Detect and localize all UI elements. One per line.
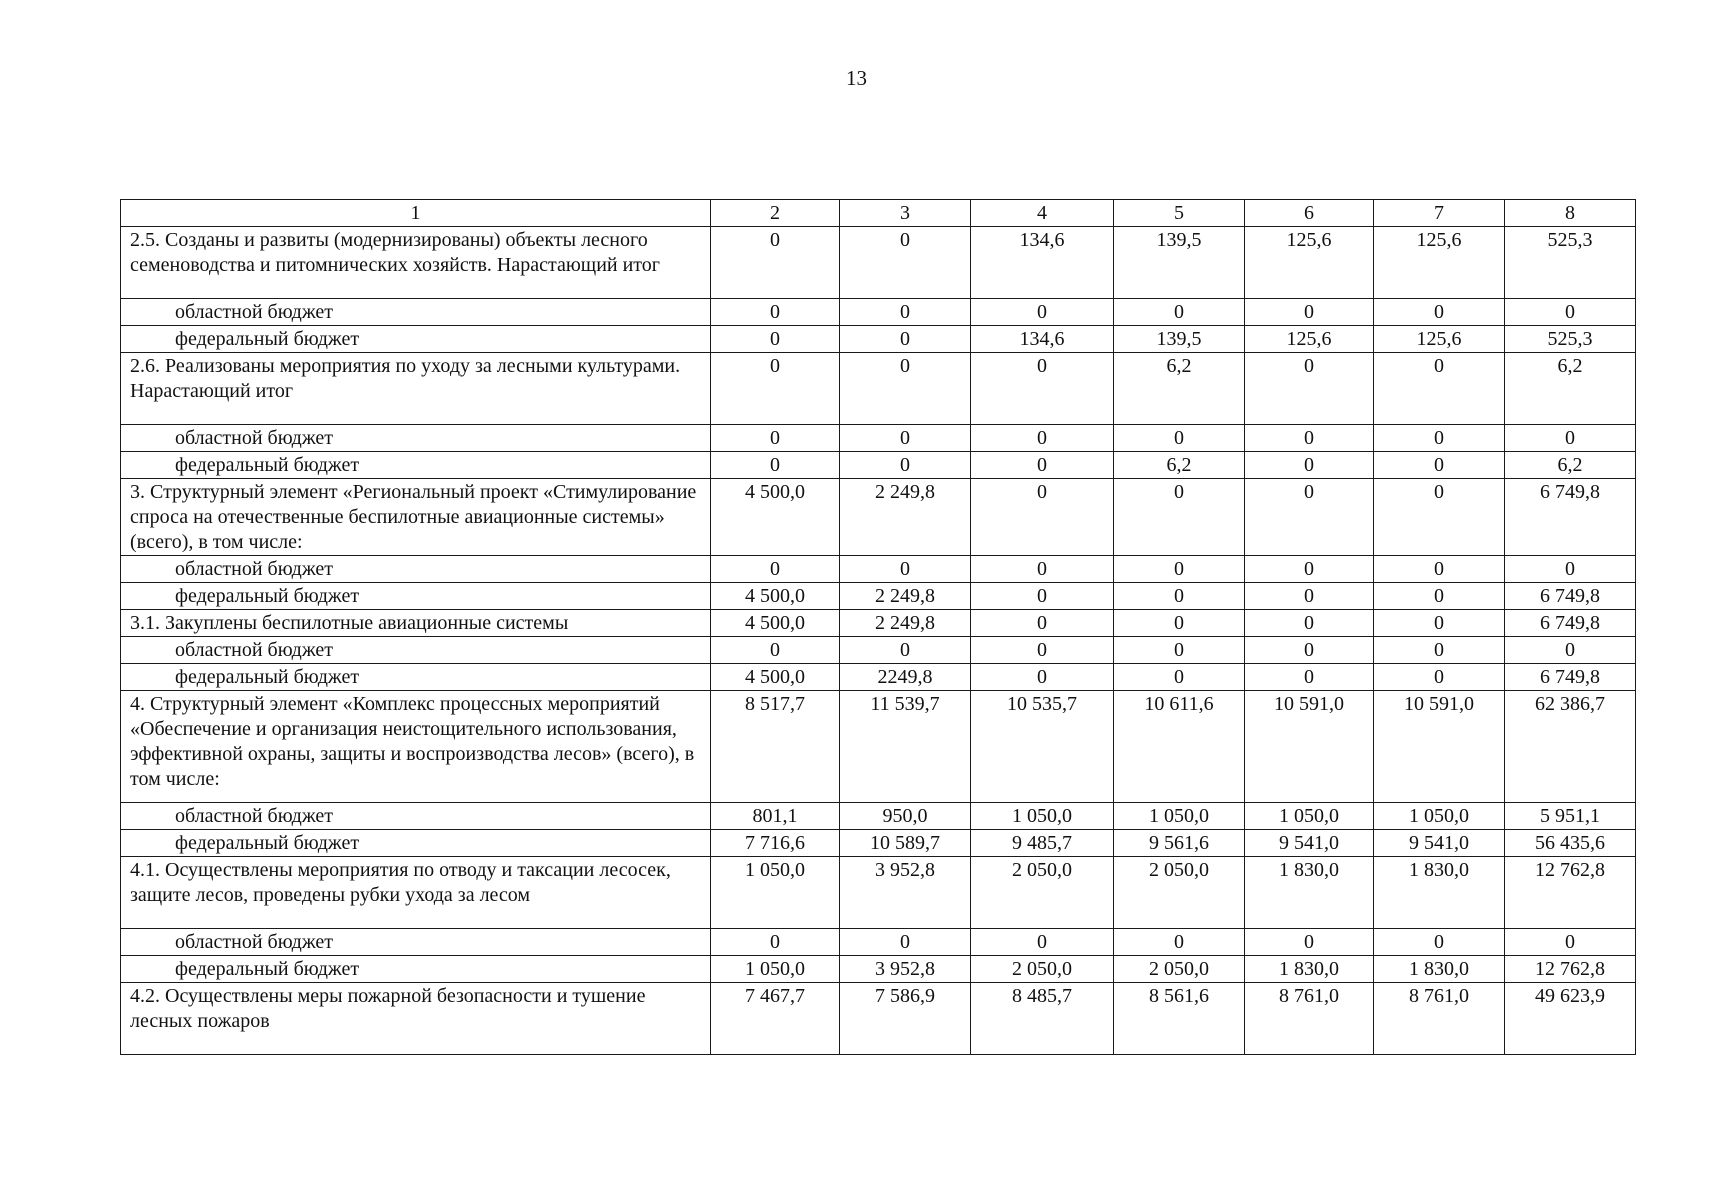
column-header: 7 [1374,200,1505,227]
value-cell: 0 [711,556,840,583]
budget-source-label: федеральный бюджет [121,583,711,610]
value-cell: 7 467,7 [711,983,840,1055]
value-cell: 1 050,0 [1114,803,1245,830]
value-cell: 525,3 [1505,326,1636,353]
value-cell: 125,6 [1374,227,1505,299]
value-cell: 0 [1245,556,1374,583]
budget-source-label: областной бюджет [121,803,711,830]
column-header: 4 [971,200,1114,227]
value-cell: 0 [1245,425,1374,452]
table-subrow [121,803,1636,830]
value-cell: 2 050,0 [971,956,1114,983]
value-cell: 10 589,7 [840,830,971,857]
value-cell: 0 [1114,637,1245,664]
table-subrow [121,830,1636,857]
value-cell: 0 [840,637,971,664]
table-row [121,479,1636,556]
value-cell: 9 541,0 [1374,830,1505,857]
value-cell: 0 [971,637,1114,664]
value-cell: 0 [1374,353,1505,425]
value-cell: 3 952,8 [840,857,971,929]
value-cell: 139,5 [1114,227,1245,299]
value-cell: 49 623,9 [1505,983,1636,1055]
value-cell: 2 249,8 [840,479,971,556]
value-cell: 11 539,7 [840,691,971,803]
budget-source-label: областной бюджет [121,929,711,956]
value-cell: 0 [711,425,840,452]
value-cell: 9 541,0 [1245,830,1374,857]
value-cell: 950,0 [840,803,971,830]
value-cell: 0 [840,299,971,326]
value-cell: 0 [711,637,840,664]
value-cell: 4 500,0 [711,583,840,610]
value-cell: 6 749,8 [1505,664,1636,691]
value-cell: 2 050,0 [971,857,1114,929]
item-label: 4. Структурный элемент «Комплекс процессных мероприятий «Обеспечение и организация неистощительного использования, эффективной охраны, защиты и воспроизводства лесов» (всего), в том числе: [121,691,711,803]
value-cell: 0 [1245,610,1374,637]
value-cell: 1 050,0 [711,956,840,983]
value-cell: 0 [1114,479,1245,556]
value-cell: 0 [1374,479,1505,556]
value-cell: 0 [1505,299,1636,326]
value-cell: 0 [1374,664,1505,691]
item-label: 4.1. Осуществлены мероприятия по отводу и таксации лесосек, защите лесов, проведены рубки ухода за лесом [121,857,711,929]
value-cell: 2 249,8 [840,583,971,610]
table-row [121,353,1636,425]
value-cell: 6 749,8 [1505,479,1636,556]
value-cell: 0 [840,326,971,353]
item-label: 2.6. Реализованы мероприятия по уходу за лесными культурами. Нарастающий итог [121,353,711,425]
value-cell: 1 050,0 [971,803,1114,830]
value-cell: 134,6 [971,227,1114,299]
value-cell: 0 [1505,556,1636,583]
table-row [121,857,1636,929]
value-cell: 6 749,8 [1505,610,1636,637]
value-cell: 4 500,0 [711,664,840,691]
value-cell: 0 [971,353,1114,425]
column-header: 6 [1245,200,1374,227]
value-cell: 0 [971,583,1114,610]
value-cell: 0 [1374,425,1505,452]
value-cell: 10 591,0 [1374,691,1505,803]
value-cell: 0 [840,227,971,299]
value-cell: 0 [1114,425,1245,452]
value-cell: 125,6 [1245,326,1374,353]
column-header: 3 [840,200,971,227]
value-cell: 10 611,6 [1114,691,1245,803]
value-cell: 2 249,8 [840,610,971,637]
value-cell: 0 [1245,299,1374,326]
value-cell: 0 [711,353,840,425]
value-cell: 0 [1505,929,1636,956]
value-cell: 0 [840,353,971,425]
value-cell: 8 561,6 [1114,983,1245,1055]
value-cell: 134,6 [971,326,1114,353]
budget-source-label: областной бюджет [121,425,711,452]
value-cell: 9 561,6 [1114,830,1245,857]
value-cell: 7 716,6 [711,830,840,857]
column-header: 5 [1114,200,1245,227]
value-cell: 801,1 [711,803,840,830]
value-cell: 0 [1374,637,1505,664]
value-cell: 8 761,0 [1245,983,1374,1055]
table-subrow [121,326,1636,353]
value-cell: 125,6 [1245,227,1374,299]
value-cell: 4 500,0 [711,479,840,556]
table-row [121,983,1636,1055]
value-cell: 0 [711,326,840,353]
value-cell: 0 [1114,929,1245,956]
value-cell: 8 517,7 [711,691,840,803]
value-cell: 0 [840,425,971,452]
value-cell: 0 [971,425,1114,452]
item-label: 3. Структурный элемент «Региональный проект «Стимулирование спроса на отечественные беспилотные авиационные системы» (всего), в том числе: [121,479,711,556]
table-subrow [121,556,1636,583]
value-cell: 0 [1374,610,1505,637]
budget-source-label: областной бюджет [121,556,711,583]
value-cell: 0 [840,452,971,479]
budget-source-label: федеральный бюджет [121,956,711,983]
table-subrow [121,299,1636,326]
value-cell: 0 [1505,425,1636,452]
page-number: 13 [846,66,867,90]
value-cell: 0 [840,929,971,956]
value-cell: 0 [1374,299,1505,326]
value-cell: 0 [711,452,840,479]
value-cell: 5 951,1 [1505,803,1636,830]
value-cell: 0 [1374,556,1505,583]
value-cell: 0 [971,556,1114,583]
value-cell: 0 [1374,583,1505,610]
table-row [121,227,1636,299]
column-header: 1 [121,200,711,227]
value-cell: 0 [1245,479,1374,556]
table-subrow [121,452,1636,479]
value-cell: 1 050,0 [1245,803,1374,830]
value-cell: 0 [1245,583,1374,610]
budget-source-label: федеральный бюджет [121,452,711,479]
table-row [121,691,1636,803]
value-cell: 0 [1114,556,1245,583]
value-cell: 0 [711,299,840,326]
value-cell: 0 [971,664,1114,691]
value-cell: 1 050,0 [711,857,840,929]
value-cell: 0 [1114,299,1245,326]
column-header: 2 [711,200,840,227]
value-cell: 0 [971,610,1114,637]
value-cell: 0 [1245,929,1374,956]
value-cell: 1 830,0 [1245,956,1374,983]
value-cell: 0 [711,227,840,299]
budget-table [120,199,1636,1055]
value-cell: 7 586,9 [840,983,971,1055]
value-cell: 525,3 [1505,227,1636,299]
value-cell: 139,5 [1114,326,1245,353]
value-cell: 1 830,0 [1374,956,1505,983]
budget-source-label: федеральный бюджет [121,664,711,691]
value-cell: 6 749,8 [1505,583,1636,610]
value-cell: 125,6 [1374,326,1505,353]
value-cell: 0 [1114,664,1245,691]
table-subrow [121,425,1636,452]
value-cell: 12 762,8 [1505,857,1636,929]
budget-source-label: федеральный бюджет [121,326,711,353]
value-cell: 8 485,7 [971,983,1114,1055]
value-cell: 10 535,7 [971,691,1114,803]
value-cell: 3 952,8 [840,956,971,983]
budget-source-label: областной бюджет [121,637,711,664]
value-cell: 0 [1245,452,1374,479]
value-cell: 0 [971,299,1114,326]
value-cell: 2249,8 [840,664,971,691]
value-cell: 0 [1114,610,1245,637]
value-cell: 4 500,0 [711,610,840,637]
value-cell: 0 [1245,637,1374,664]
value-cell: 0 [971,479,1114,556]
item-label: 3.1. Закуплены беспилотные авиационные системы [121,610,711,637]
value-cell: 0 [1245,664,1374,691]
value-cell: 0 [971,929,1114,956]
value-cell: 1 050,0 [1374,803,1505,830]
value-cell: 1 830,0 [1374,857,1505,929]
value-cell: 12 762,8 [1505,956,1636,983]
value-cell: 2 050,0 [1114,857,1245,929]
column-header: 8 [1505,200,1636,227]
value-cell: 56 435,6 [1505,830,1636,857]
table-row [121,610,1636,637]
value-cell: 0 [1505,637,1636,664]
table-subrow [121,664,1636,691]
value-cell: 0 [1245,353,1374,425]
table-subrow [121,637,1636,664]
budget-source-label: областной бюджет [121,299,711,326]
budget-source-label: федеральный бюджет [121,830,711,857]
table-header-row [121,200,1636,227]
value-cell: 0 [840,556,971,583]
value-cell: 62 386,7 [1505,691,1636,803]
value-cell: 0 [1114,583,1245,610]
value-cell: 0 [711,929,840,956]
value-cell: 0 [1374,929,1505,956]
item-label: 4.2. Осуществлены меры пожарной безопасности и тушение лесных пожаров [121,983,711,1055]
value-cell: 6,2 [1505,353,1636,425]
value-cell: 1 830,0 [1245,857,1374,929]
table-subrow [121,929,1636,956]
value-cell: 2 050,0 [1114,956,1245,983]
value-cell: 8 761,0 [1374,983,1505,1055]
value-cell: 10 591,0 [1245,691,1374,803]
value-cell: 0 [1374,452,1505,479]
item-label: 2.5. Созданы и развиты (модернизированы) объекты лесного семеноводства и питомнических хозяйств. Нарастающий итог [121,227,711,299]
value-cell: 6,2 [1114,353,1245,425]
value-cell: 0 [971,452,1114,479]
value-cell: 6,2 [1505,452,1636,479]
table-subrow [121,583,1636,610]
value-cell: 6,2 [1114,452,1245,479]
value-cell: 9 485,7 [971,830,1114,857]
table-subrow [121,956,1636,983]
